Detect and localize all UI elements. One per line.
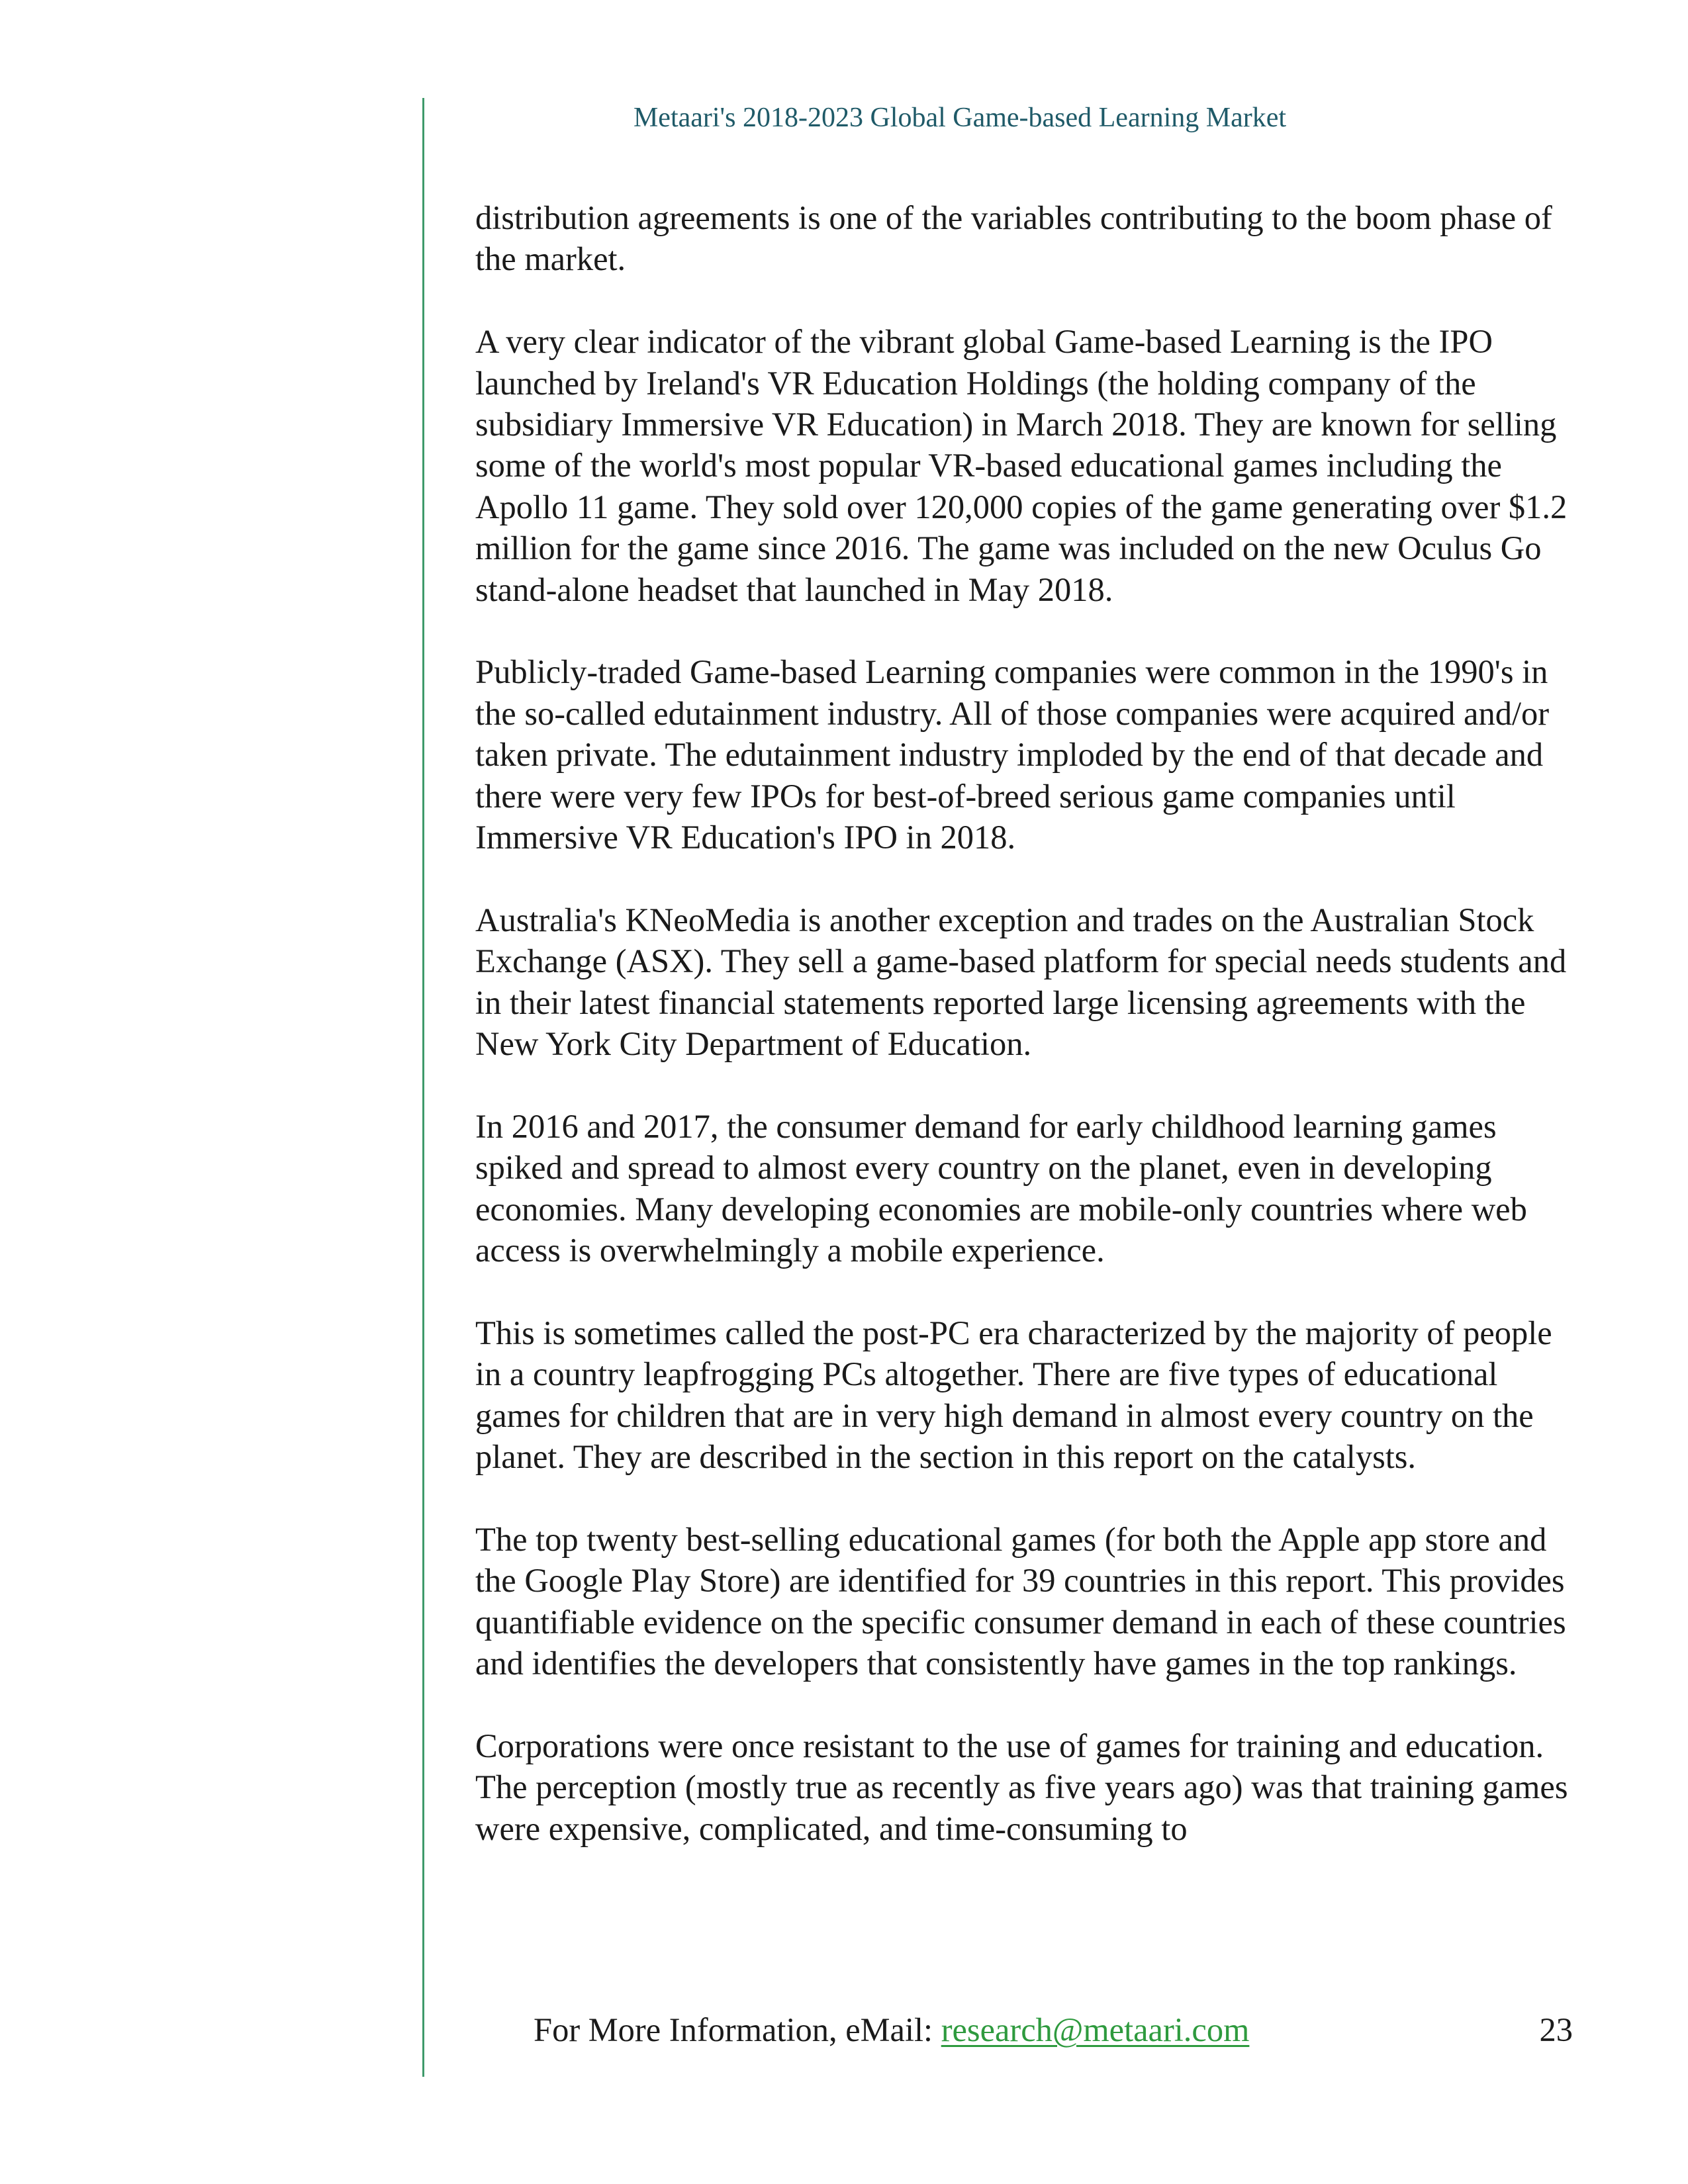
paragraph-kneomedia: Australia's KNeoMedia is another exception and trades on the Australian Stock Exchange (ASX). They sell a game-based platform for special needs students and in their latest financial statements reported large licensing agreements with the New York City Department of Education. [475, 901, 1567, 1063]
paragraph-top-twenty-games: The top twenty best-selling educational games (for both the Apple app store and the Google Play Store) are identified for 39 countries in this report. This provides quantifiable evidence on the specific consumer demand in each of these countries and identifies the developers that consistently have games in the top rankings. [475, 1520, 1566, 1682]
paragraph-corporations: Corporations were once resistant to the use of games for training and education. The perception (mostly true as recently as five years ago) was that training games were expensive, complicated, and time-consuming to [475, 1727, 1568, 1847]
left-margin-rule [422, 98, 424, 2077]
paragraph-post-pc-era: This is sometimes called the post-PC era characterized by the majority of people in a country leapfrogging PCs altogether. There are five types of educational games for children that are in very high demand in almost every country on the planet. They are described in the section in this report on the catalysts. [475, 1314, 1552, 1476]
footer-info-label: For More Information, eMail: [534, 2011, 941, 2048]
page-footer [534, 2009, 1573, 2056]
paragraph-vr-education-ipo: A very clear indicator of the vibrant global Game-based Learning is the IPO launched by Ireland's VR Education Holdings (the holding company of the subsidiary Immersive VR Education) in March 2018. They are known for selling some of the world's most popular VR-based educational games including the Apollo 11 game. They sold over 120,000 copies of the game generating over $1.2 million for the game since 2016. The game was included on the new Oculus Go stand-alone headset that launched in May 2018. [475, 323, 1568, 608]
running-header: Metaari's 2018-2023 Global Game-based Learning Market [633, 103, 1287, 133]
paragraph-early-childhood-demand: In 2016 and 2017, the consumer demand for early childhood learning games spiked and spread to almost every country on the planet, even in developing economies. Many developing economies are mobile-only countries where web access is overwhelmingly a mobile experience. [475, 1107, 1527, 1269]
paragraph-edutainment-history: Publicly-traded Game-based Learning companies were common in the 1990's in the so-called edutainment industry. All of those companies were acquired and/or taken private. The edutainment industry imploded by the end of that decade and there were very few IPOs for best-of-breed serious game companies until Immersive VR Education's IPO in 2018. [475, 653, 1550, 856]
email-link[interactable]: research@metaari.com [941, 2011, 1250, 2048]
paragraph-distribution-agreements: distribution agreements is one of the variables contributing to the boom phase of the market. [475, 199, 1552, 278]
page-number: 23 [1539, 2011, 1573, 2048]
footer-info [534, 2009, 1249, 2050]
body-text [475, 197, 1574, 1849]
